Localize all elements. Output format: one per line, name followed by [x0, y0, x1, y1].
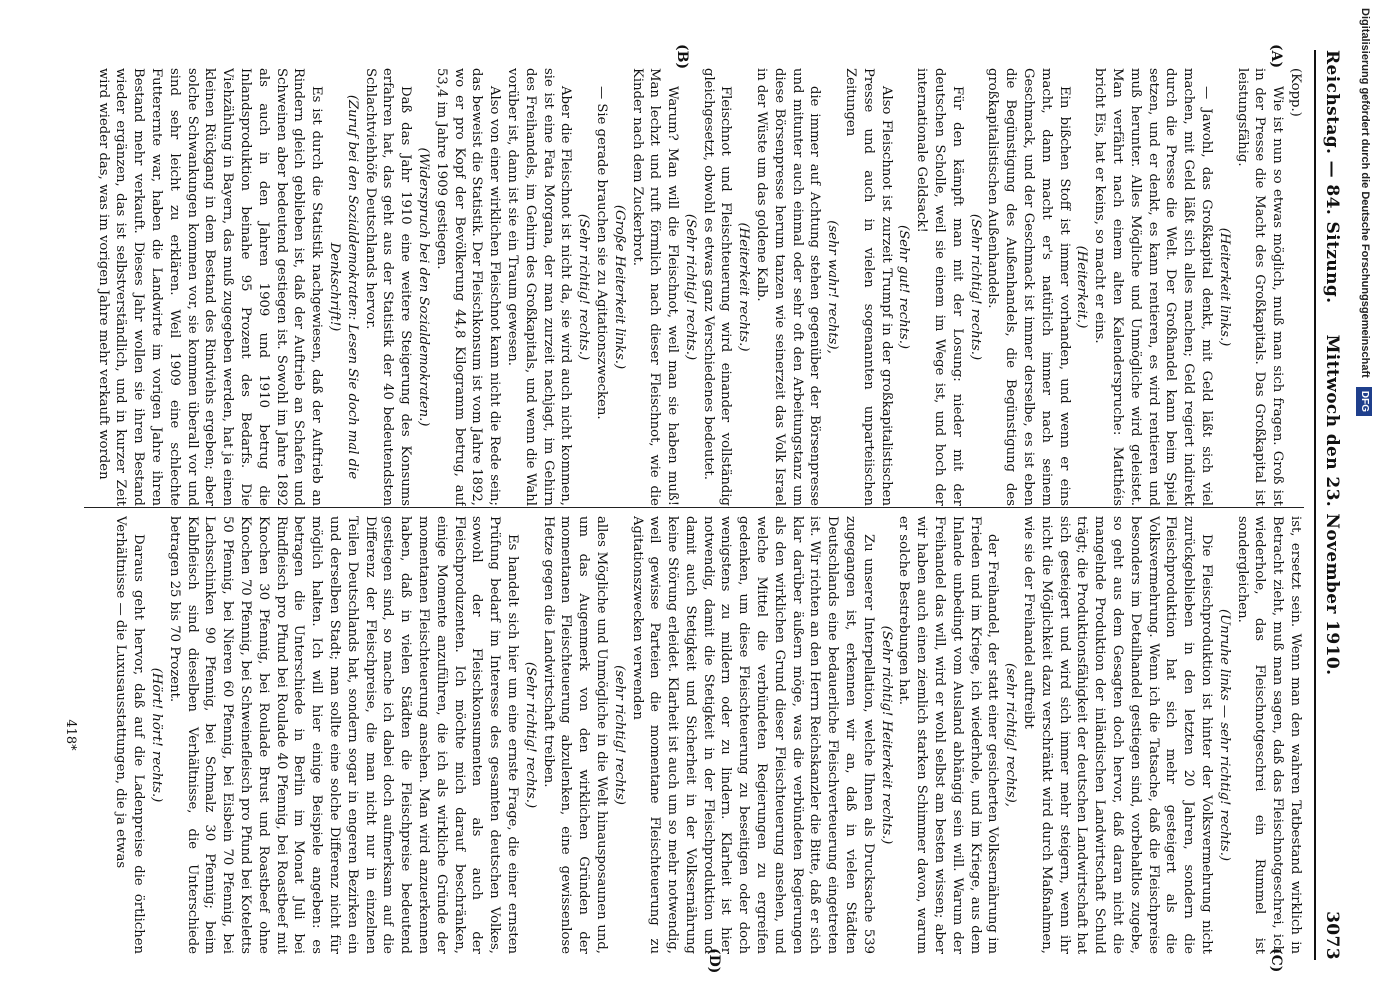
speech-paragraph: — Jawohl, das Großkapital denkt, mit Geld läßt sich viel machen, mit Geld läßt sich alles machen; Geld regiert indirekt durch die Presse die Welt. Der Großhandel kann beim Spiel setzen, und er denkt, es kann rentieren, es wird rentieren und muß herunter. Alles Mögliche und Unmögliche wird geleistet. Man verfährt nach einem alten Kalenderspruche: Matthéis bricht Eis, hat er keins, so macht er eins. — [1092, 68, 1215, 506]
interjection: (Große Heiterkeit links.) — [611, 204, 627, 370]
margin-marker-c: (C) — [1268, 948, 1284, 973]
left-text-column — [82, 68, 1304, 506]
interjection: (Zuruf bei den Sozialdemokraten: Lesen Sie doch mal die Denkschrift!) — [326, 94, 360, 480]
column-divider — [84, 507, 1304, 508]
interjection: (Hört! hört! rechts.) — [149, 667, 164, 803]
speech-paragraph: die immer auf Achtung stehen gegenüber der Börsenpresse und mitunter auch einmal oder sehr oft den Arbeitungstanz um diese Börsenpresse herum tanzen wie seinerzeit das Volk Israel in der Wüste um das goldene Kalb. — [754, 68, 823, 506]
interjection: (Sehr gut! rechts.) — [896, 224, 912, 350]
interjection: (Unruhe links — sehr richtig! rechts.) — [1216, 608, 1232, 862]
speech-paragraph: Daß das Jahr 1910 eine weitere Steigerung des Konsums erfahren hat, das geht aus der Statistik der 40 bedeutendsten Schlachtviehhöfe Deutschlands hervor. — [362, 68, 414, 506]
interjection: (Heiterkeit.) — [1074, 245, 1090, 329]
interjection: (Sehr richtig! rechts.) — [967, 213, 983, 361]
interjection: (sehr richtig! rechts) — [611, 665, 627, 805]
speech-paragraph: Aber die Fleischnot ist nicht da, sie wird auch nicht kommen, sie ist eine Fata Morgana, der man zurzeit nachjagt, im Gehirn des Freihandels, im Gehirn des Großkapitals, und wenn die Wahl vorüber ist, dann ist sie ein Traum gewesen. — [504, 68, 574, 506]
margin-marker-b: (B) — [674, 44, 690, 70]
speech-paragraph: der Freihandel, der statt einer gesicherten Volksernährung im Frieden und im Kriege, ich wiederhole, und im Kriege, aus dem Inlande unbedingt vom Ausland abhängig sein will. Warum der Freihandel das will, wird er wohl selbst am besten wissen; aber wir haben auch einen ziemlich starken Schimmer davon, warum er solche Bestrebungen hat. — [896, 516, 1001, 954]
speech-paragraph: Fleischnot und Fleischteuerung wird einander vollständig gleichgesetzt, obwohl es etwas ganz Verschiedenes bedeutet. — [700, 68, 734, 506]
margin-marker-d: (D) — [706, 948, 722, 974]
header-page-number: 3073 — [1322, 911, 1342, 960]
speech-paragraph: Ein bißchen Stoff ist immer vorhanden, und wenn er eins macht, dann macht er's natürlich immer nach seinem Geschmack, und der Geschmack ist immer derselbe, es ist eben die Begünstigung des Außenhandels, die Begünstigung des großkapitalistischen Außenhandels. — [985, 68, 1072, 506]
speech-paragraph: Die Fleischproduktion ist hinter der Volksvermehrung nicht zurückgeblieben in den letzten 20 Jahren, sondern die Fleischproduktion hat sich mehr gesteigert als die Volksvermehrung. Wenn ich die Tatsache, daß die Fleischpreise besonders im Detailhandel gestiegen sind, vorbehaltlos zugebe, so geht aus dem Gesagten doch hervor, daß daran nicht die mangelnde Produktion der inländischen Landwirtschaft Schuld trägt; die Produktionsfähigkeit der deutschen Landwirtschaft hat sich gesteigert und wird sich immer mehr steigern, wenn ihr nicht die Möglichkeit dazu verschränkt wird durch Maßnahmen, wie sie der Freihandel auftreibt — [1021, 516, 1215, 954]
rotated-newspaper-page — [40, 40, 1350, 974]
speech-paragraph: — Sie gerade brauchen sie zu Agitationszwecken. — [593, 86, 609, 420]
interjection: (sehr richtig! rechts), — [1003, 663, 1019, 807]
interjection: (Heiterkeit rechts.) — [736, 222, 752, 352]
speech-paragraph: Also Fleischnot ist zurzeit Trumpf in der großkapitalistischen Presse und auch in vielen sogenannten unparteiischen Zeitungen — [843, 68, 894, 506]
digitization-credit: Digitalisierung gefördert durch die Deutsche Forschungsgemeinschaft — [1359, 8, 1371, 378]
speech-paragraph: Zu unserer Interpellation, welche Ihnen als Drucksache 539 zugegangen ist, erkennen wir an, daß in vielen Städten Deutschlands eine bedauerliche Fleischverteuerung eingetreten ist. Wir richten an den Herrn Reichskanzler die Bitte, daß er sich klar darüber äußern möge, was die verbündeten Regierungen als den wirklichen Grund dieser Fleischteuerung ansehen, und welche Mittel die verbündeten Regierungen zu ergreifen gedenken, um diese Fleischteuerung zu beseitigen oder doch wenigstens zu mildern oder zu lindern. Klarheit ist hier notwendig, damit die Stetigkeit in der Fleischproduktion und damit auch Stetigkeit und Sicherheit in der Volksernährung keine Störung erleidet. Klarheit ist auch um so mehr notwendig, weil gewisse Parteien die momentane Fleischteuerung zu Agitationszwecken verwenden — [629, 516, 876, 954]
interjection: (Sehr richtig! rechts.) — [576, 213, 592, 361]
right-text-column — [82, 516, 1304, 954]
margin-marker-a: (A) — [1268, 44, 1284, 69]
speech-paragraph: Für den kämpft man mit der Losung: nieder mit der deutschen Scholle, weil sie einem im Wege ist, und hoch der internationale Geldsack! — [914, 68, 965, 506]
speech-paragraph: Warum? Man will die Fleischnot, weil man sie haben muß! Man lechzt und ruft förmlich nach dieser Fleischnot, wie die Kinder nach dem Zuckerbrot. — [629, 68, 681, 506]
speech-paragraph: Es handelt sich hier um eine ernste Frage, die einer ernsten Prüfung bedarf im Interesse des gesamten deutschen Volkes, sowohl der Fleischkonsumenten als auch der Fleischproduzenten. Ich möchte mich darauf beschränken, einige Momente anzuführen, die ich als wirkliche Gründe der momentanen Fleischteuerung ansehen. Man wird anzuerkennen haben, daß in vielen Städten die Fleischpreise bedeutend gestiegen sind, so mache ich dabei doch aufmerksam auf die Differenz der Fleischpreise, die man nicht nur in einzelnen Teilen Deutschlands hat, sondern sogar in engeren Bezirken ein und derselben Stadt; man sollte eine solche Differenz nicht für möglich halten. Ich will hier einige Beispiele angeben: es betragen die Unterschiede in Berlin im Monat Juli bei Rindfleisch pro Pfund bei Roulade 40 Pfennig, bei Roastbeef mit Knochen 30 Pfennig, bei Roulade Brust und Roastbeef ohne Knochen 70 Pfennig, bei Schweinefleisch pro Pfund bei Koteletts 50 Pfennig, bei Nieren 60 Pfennig, bei Eisbein 70 Pfennig, bei Lachsschinken 90 Pfennig, bei Schmalz 30 Pfennig; beim Kalbfleisch sind dieselben Verhältnisse, die Unterschiede betragen 25 bis 70 Prozent. — [166, 516, 520, 954]
header-session: Reichstag. — 84. Sitzung. — [1322, 50, 1342, 304]
page-header — [1314, 40, 1350, 970]
interjection: (Heiterkeit links.) — [1216, 227, 1232, 347]
signature-mark: 418* — [63, 719, 78, 751]
header-date: Mittwoch den 23. November 1910. — [1322, 334, 1342, 676]
speech-paragraph: Also von einer wirklichen Fleischnot kann nicht die Rede sein; das beweist die Statistik. Der Fleischkonsum ist vom Jahre 1892, wo er pro Kopf der Bevölkerung 44,8 Kilogramm betrug, auf 53,4 im Jahre 1909 gestiegen. — [433, 68, 503, 506]
interjection: (Widerspruch bei den Sozialdemokraten.) — [415, 147, 431, 427]
speech-paragraph: Wie ist nun so etwas möglich, muß man sich fragen. Groß ist in der Presse die Macht des Großkapitals. Das Großkapital ist leistungsfähig. — [1234, 68, 1286, 506]
speech-paragraph: alles Mögliche und Unmögliche in die Welt hinausposaunen und, um das Augenmerk von den wirklichen Gründen der momentanen Fleischteuerung abzulenken, eine gewissenlose Hetze gegen die Landwirtschaft treiben. — [540, 516, 609, 954]
speech-paragraph: Es ist durch die Statistik nachgewiesen, daß der Auftrieb an Rindern gleich geblieben ist, daß der Auftrieb an Schafen und Schweinen aber bedeutend gestiegen ist. Sowohl im Jahre 1892 als auch in den Jahren 1909 und 1910 betrug die Inlandsproduktion beinahe 95 Prozent des Bedarfs. Die Viehzählung in Bayern, das muß zugegeben werden, hat ja einen kleinen Rückgang in dem Bestand des Rindviehs ergeben; aber solche Schwankungen kommen vor, sie kommen überall vor und sind sehr leicht zu erklären. Weil 1909 eine schlechte Futterernte war, haben die Landwirte im vorigen Jahre ihren Bestand mehr verkauft. Dieses Jahr wollen sie ihren Bestand wieder ergänzen, das ist selbstverständlich, und in kurzer Zeit wird wieder das, was im vorigen Jahre mehr verkauft worden — [95, 68, 325, 506]
dfg-logo: DFG — [1356, 387, 1372, 416]
interjection: (Sehr richtig! rechts.) — [522, 661, 538, 809]
speech-paragraph: ist, ersetzt sein. Wenn man den wahren Tatbestand wirklich in Betracht zieht, muß man sagen, daß das Fleischnotgeschrei, ich wiederhole, das Fleischnotgeschrei ein Rummel ist sondergleichen. — [1234, 516, 1303, 954]
interjection: (sehr wahr! rechts), — [825, 220, 841, 354]
speech-paragraph: Daraus geht hervor, daß auf die Ladenpreise die örtlichen Verhältnisse — die Luxusausstattungen, die ja etwas — [113, 516, 147, 954]
header-rule — [1314, 50, 1316, 960]
digitization-note — [1352, 8, 1378, 992]
interjection: (Sehr richtig! Heiterkeit rechts.) — [878, 625, 894, 845]
speaker-name: (Kopp.) — [1288, 68, 1303, 117]
interjection: (Sehr richtig! rechts.) — [682, 213, 698, 361]
